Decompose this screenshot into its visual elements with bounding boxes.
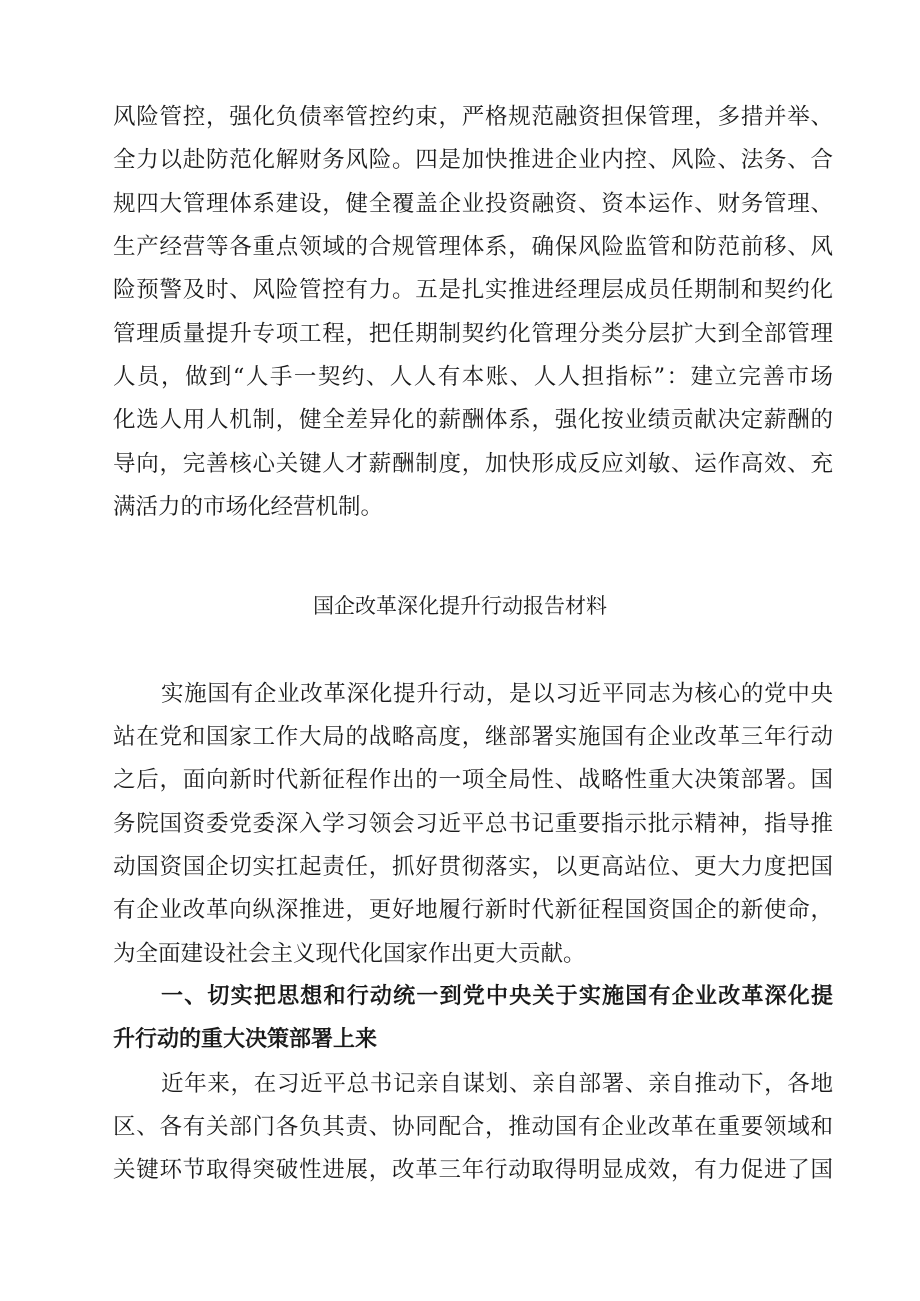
paragraph-line: 务院国资委党委深入学习领会习近平总书记重要指示批示精神，指导推 — [113, 811, 833, 837]
paragraph-line: 关键环节取得突破性进展，改革三年行动取得明显成效，有力促进了国 — [113, 1157, 833, 1183]
paragraph-line: 风险管控，强化负债率管控约束，严格规范融资担保管理，多措并举、 — [113, 104, 833, 130]
paragraph-line: 管理质量提升专项工程，把任期制契约化管理分类分层扩大到全部管理 — [113, 321, 833, 347]
paragraph-line: 之后，面向新时代新征程作出的一项全局性、战略性重大决策部署。国 — [113, 767, 833, 793]
document-title: 国企改革深化提升行动报告材料 — [313, 594, 607, 618]
section-heading-line: 一、切实把思想和行动统一到党中央关于实施国有企业改革深化提 — [161, 984, 833, 1009]
paragraph-line: 满活力的市场化经营机制。 — [113, 494, 384, 520]
paragraph-line: 站在党和国家工作大局的战略高度，继部署实施国有企业改革三年行动 — [113, 724, 833, 750]
paragraph-line: 险预警及时、风险管控有力。五是扎实推进经理层成员任期制和契约化 — [113, 277, 833, 303]
paragraph-line: 规四大管理体系建设，健全覆盖企业投资融资、资本运作、财务管理、 — [113, 191, 833, 217]
paragraph-line: 人员，做到“人手一契约、人人有本账、人人担指标”：建立完善市场 — [113, 364, 833, 390]
paragraph-line: 实施国有企业改革深化提升行动，是以习近平同志为核心的党中央 — [161, 681, 833, 707]
paragraph-line: 化选人用人机制，健全差异化的薪酬体系，强化按业绩贡献决定薪酬的 — [113, 407, 833, 433]
section-heading-line: 升行动的重大决策部署上来 — [113, 1027, 378, 1052]
paragraph-line: 全力以赴防范化解财务风险。四是加快推进企业内控、风险、法务、合 — [113, 147, 833, 173]
paragraph-line: 生产经营等各重点领域的合规管理体系，确保风险监管和防范前移、风 — [113, 234, 833, 260]
paragraph-line: 动国资国企切实扛起责任，抓好贯彻落实，以更高站位、更大力度把国 — [113, 854, 833, 880]
paragraph-line: 为全面建设社会主义现代化国家作出更大贡献。 — [113, 941, 586, 967]
paragraph-line: 有企业改革向纵深推进，更好地履行新时代新征程国资国企的新使命， — [113, 897, 833, 923]
paragraph-line: 近年来，在习近平总书记亲自谋划、亲自部署、亲自推动下，各地 — [161, 1071, 833, 1097]
paragraph-line: 区、各有关部门各负其责、协同配合，推动国有企业改革在重要领域和 — [113, 1114, 833, 1140]
paragraph-line: 导向，完善核心关键人才薪酬制度，加快形成反应刘敏、运作高效、充 — [113, 451, 833, 477]
